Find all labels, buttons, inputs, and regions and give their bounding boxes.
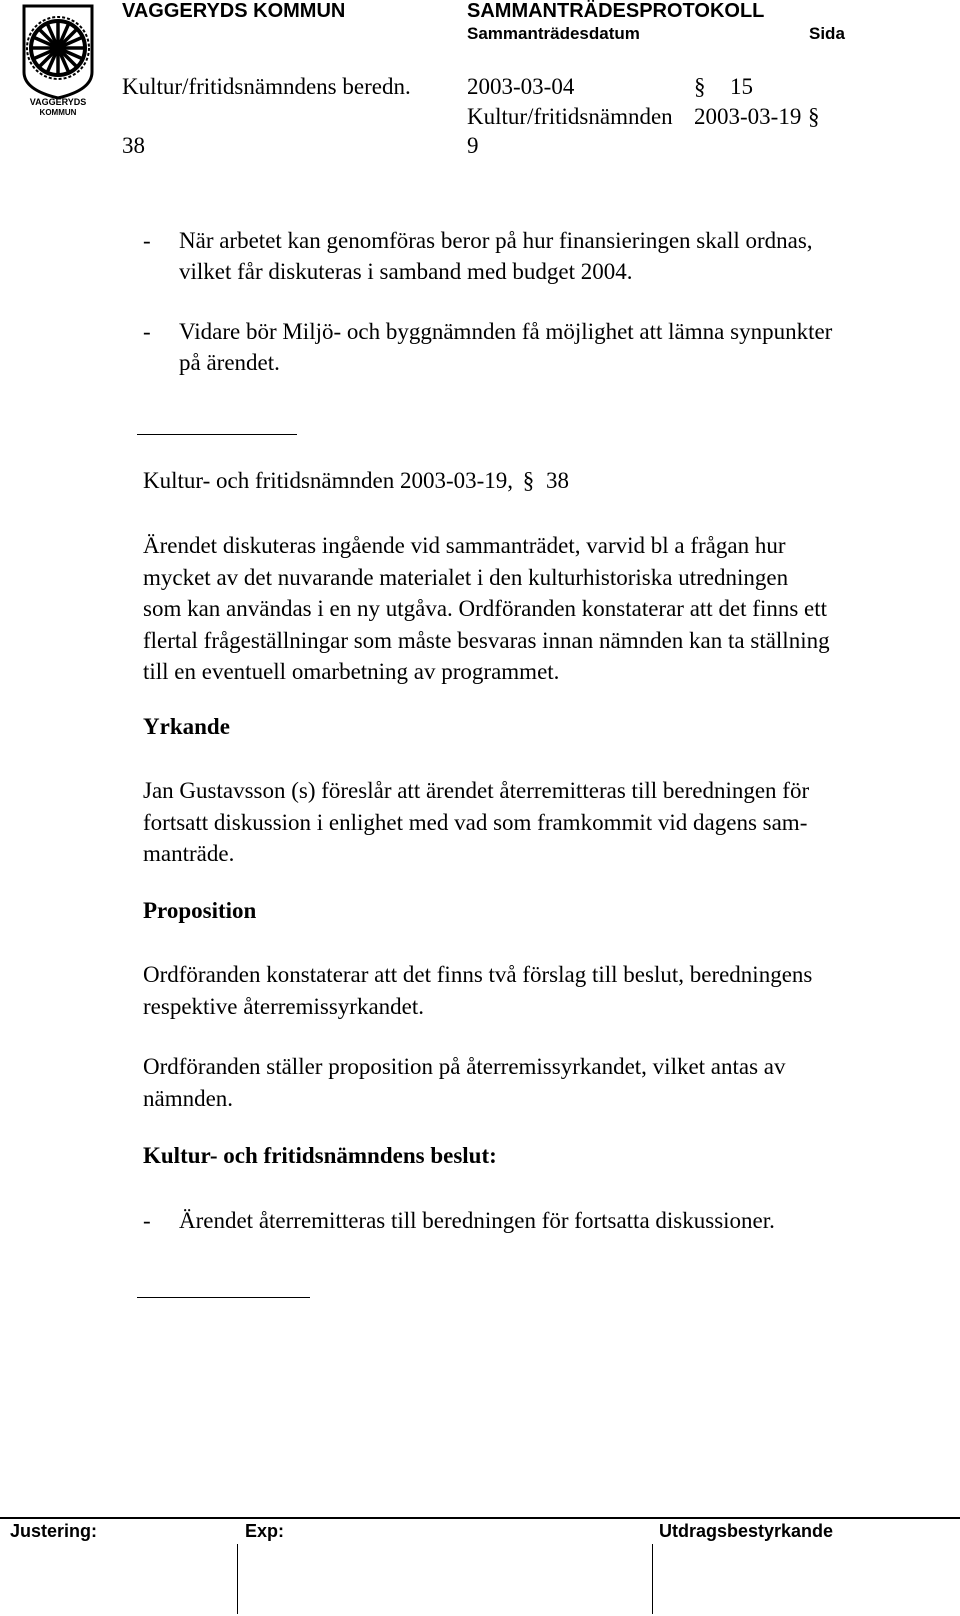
preparation-date: 2003-03-04 bbox=[467, 74, 575, 99]
bullet-dash: - bbox=[143, 319, 151, 344]
paragraph-line: fortsatt diskussion i enlighet med vad som framkommit vid dagens sam- bbox=[143, 809, 808, 835]
paragraph-discussion bbox=[143, 530, 943, 688]
section-reference-number: 38 bbox=[546, 468, 570, 493]
heading-decision: Kultur- och fritidsnämndens beslut: bbox=[143, 1143, 497, 1168]
section-sign-2: § bbox=[808, 104, 820, 129]
bullet-text-line: Ärendet återremitteras till beredningen för fortsatta diskussioner. bbox=[179, 1208, 775, 1233]
paragraph-line: Jan Gustavsson (s) föreslår att ärendet återremitteras till beredningen för bbox=[143, 778, 810, 803]
bullet-dash: - bbox=[143, 228, 151, 253]
page-number: 9 bbox=[467, 133, 479, 158]
logo-text-line2: KOMMUN bbox=[39, 108, 77, 117]
logo-text-line1: VAGGERYDS bbox=[29, 97, 87, 107]
bullet-text-line: Vidare bör Miljö- och byggnämnden få möjlighet att lämna synpunkter bbox=[179, 319, 833, 344]
section-sign: § bbox=[694, 74, 706, 99]
committee-date: 2003-03-19 bbox=[694, 104, 802, 129]
footer-utdrag-label: Utdragsbestyrkande bbox=[659, 1521, 834, 1541]
paragraph-line: till en eventuell omarbetning av programmet. bbox=[143, 659, 560, 684]
paragraph-yrkande bbox=[143, 775, 943, 870]
bullet-text-line: vilket får diskuteras i samband med budget 2004. bbox=[179, 259, 633, 284]
section-sign-3: § bbox=[522, 468, 535, 493]
paragraph-line: som kan användas i en ny utgåva. Ordföranden konstaterar att det finns ett bbox=[143, 596, 828, 621]
separator-line bbox=[137, 1297, 310, 1298]
committee-name: Kultur/fritidsnämnden bbox=[467, 104, 673, 129]
separator-line bbox=[137, 434, 297, 435]
paragraph-line: mycket av det nuvarande materialet i den kulturhistoriska utredningen bbox=[143, 564, 789, 590]
paragraph-line: Ärendet diskuteras ingående vid sammanträdet, varvid bl a frågan hur bbox=[143, 533, 786, 558]
footer-justering-label: Justering: bbox=[10, 1521, 98, 1541]
bullet-text-line: på ärendet. bbox=[179, 350, 280, 375]
heading-yrkande: Yrkande bbox=[143, 714, 230, 739]
paragraph-proposition-1 bbox=[143, 959, 943, 1022]
document-type: SAMMANTRÄDESPROTOKOLL bbox=[467, 0, 765, 22]
wheel-emblem-icon bbox=[18, 2, 98, 120]
bullet-dash: - bbox=[143, 1208, 151, 1233]
section-number-2: 38 bbox=[122, 133, 145, 158]
paragraph-line: manträde. bbox=[143, 841, 235, 866]
section-number: 15 bbox=[730, 74, 753, 99]
paragraph-line: nämnden. bbox=[143, 1085, 234, 1111]
section-reference bbox=[143, 468, 569, 494]
municipality-logo bbox=[18, 2, 98, 120]
paragraph-line: Ordföranden konstaterar att det finns två förslag till beslut, beredningens bbox=[143, 962, 813, 987]
paragraph-proposition-2 bbox=[143, 1051, 943, 1114]
paragraph-line: Ordföranden ställer proposition på återremissyrkandet, vilket antas av bbox=[143, 1054, 786, 1079]
footer-divider bbox=[237, 1544, 238, 1614]
paragraph-line: flertal frågeställningar som måste besvaras innan nämnden kan ta ställning bbox=[143, 627, 830, 653]
footer-rule bbox=[0, 1517, 960, 1519]
footer-exp-label: Exp: bbox=[245, 1521, 285, 1541]
committee-preparation: Kultur/fritidsnämndens beredn. bbox=[122, 74, 411, 99]
page-label: Sida bbox=[809, 24, 845, 43]
paragraph-line: respektive återremissyrkandet. bbox=[143, 993, 424, 1019]
bullet-text-line: När arbetet kan genomföras beror på hur finansieringen skall ordnas, bbox=[179, 228, 813, 253]
meeting-date-label: Sammanträdesdatum bbox=[467, 24, 640, 43]
footer-divider bbox=[652, 1544, 653, 1614]
section-reference-text: Kultur- och fritidsnämnden 2003-03-19, bbox=[143, 468, 514, 493]
municipality-name: VAGGERYDS KOMMUN bbox=[122, 0, 346, 22]
heading-proposition: Proposition bbox=[143, 898, 257, 923]
